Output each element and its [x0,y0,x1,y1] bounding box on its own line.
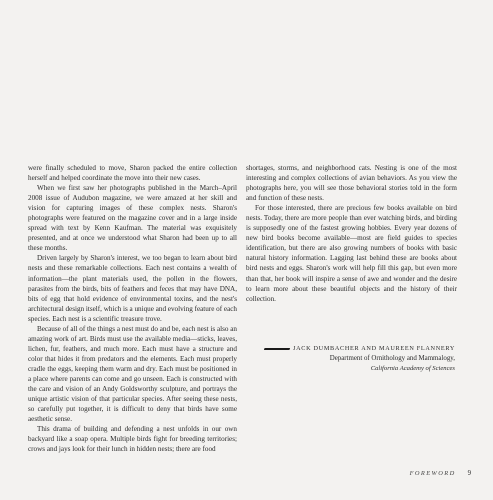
author-names: JACK DUMBACHER AND MAUREEN FLANNERY [292,345,455,352]
signature-block [240,344,455,373]
left-text-column [28,163,237,454]
author-department: Department of Ornithology and Mammalogy, [329,354,455,362]
signature-names-line [240,344,455,354]
paragraph: Because of all of the things a nest must do and be, each nest is also an amazing work of art. Birds must use the available media—sticks, leaves, lichen, fur, feathers, and much more. Each must have a structure and color that hides it from predators and the elements. Each must properly cradle the eggs, keeping them warm and dry. Each must be positioned in a place where parents can come and go unseen. Each is constructed with the care and vision of an Andy Goldsworthy sculpture, and portrays the unique artistic vision of that particular species. After seeing these nests, so carefully put together, it is difficult to deny that birds have some aesthetic sense. [28,324,237,424]
section-label: FOREWORD [409,470,456,477]
right-text-column [246,163,457,304]
paragraph: were finally scheduled to move, Sharon packed the entire collection herself and helped coordinate the move into their new cases. [28,164,237,183]
page-footer [410,470,471,477]
author-institution: California Academy of Sciences [370,364,455,372]
page-number: 9 [467,470,471,477]
paragraph: When we first saw her photographs published in the March–April 2008 issue of Audubon magazine, we were amazed at her skill and vision for capturing images of these complex nests. Sharon's photographs were featured on the magazine cover and in a large inside spread with text by Kenn Kaufman. The material was exquisitely presented, and at once we understood what Sharon had been up to all these months. [28,184,237,253]
paragraph: Driven largely by Sharon's interest, we too began to learn about bird nests and these remarkable collections. Each nest contains a wealth of information—the plant materials used, the pollen in the flowers, parasites from the birds, bits of feathers and feces that may have DNA, bits of egg that hold evidence of environmental toxins, and the nest's architectural design itself, which is a unique and evolving feature of each species. Each nest is a scientific treasure trove. [28,254,237,323]
paragraph: For those interested, there are precious few books available on bird nests. Today, there are more people than ever watching birds, and birding is supposedly one of the fastest growing hobbies. Every year dozens of new bird books become available—most are field guides to species identification, but there are also growing numbers of books with basic natural history information. Lagging last behind these are books about bird nests and eggs. Sharon's work will help fill this gap, but even more than that, her book will inspire a sense of awe and wonder and the desire to learn more about these beautiful objects and the history of their collection. [246,204,457,303]
paragraph: shortages, storms, and neighborhood cats. Nesting is one of the most interesting and complex collections of avian behaviors. As you view the photographs here, you will see those behavioral stories told in the form and function of these nests. [246,164,457,203]
signature-rule [264,348,291,350]
paragraph: This drama of building and defending a nest unfolds in our own backyard like a soap opera. Multiple birds fight for breeding territories; crows and jays look for their lunch in hidden nests; there are food [28,425,237,454]
